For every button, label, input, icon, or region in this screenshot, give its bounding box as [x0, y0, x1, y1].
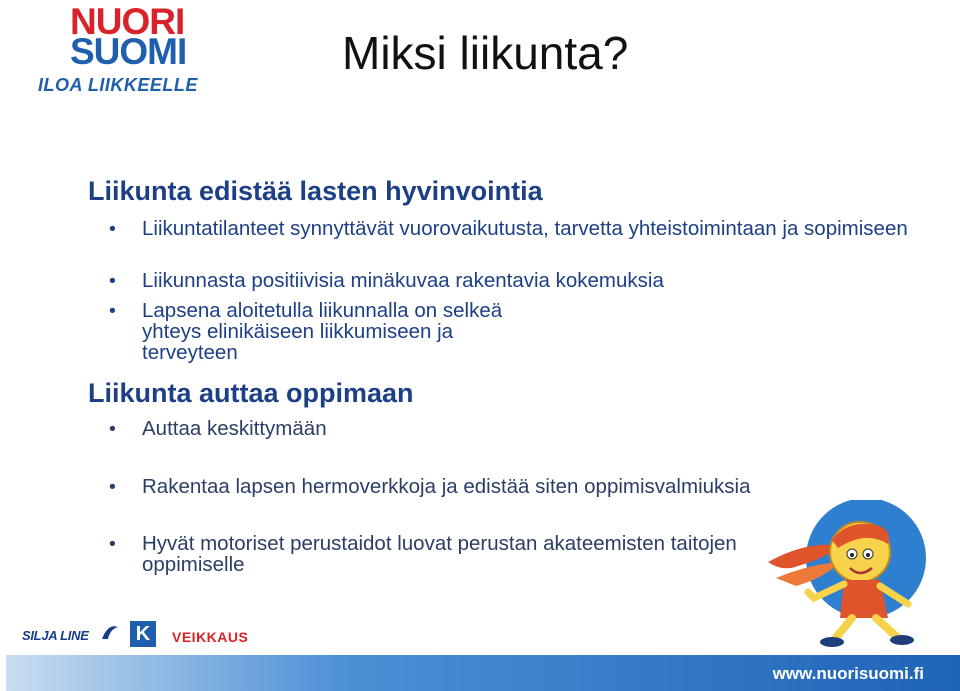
veikkaus-logo: VEIKKAUS — [172, 629, 249, 645]
k-group-logo — [130, 621, 156, 647]
bullet-marker: • — [109, 533, 116, 555]
footer-url[interactable]: www.nuorisuomi.fi — [772, 664, 924, 683]
bullet-marker: • — [109, 270, 116, 292]
seal-icon — [98, 621, 122, 645]
bullet-self-image: Liikunnasta positiivisia minäkuvaa rakentavia kokemuksia — [142, 269, 664, 292]
k-letter: K — [135, 623, 151, 645]
running-child-illustration — [748, 500, 934, 650]
section-heading-learning: Liikunta auttaa oppimaan — [88, 378, 414, 408]
bullet-concentration: Auttaa keskittymään — [142, 417, 327, 440]
bullet-lifelong-exercise: Lapsena aloitetulla liikunnalla on selkeä yhteys elinikäiseen liikkumiseen ja terveyteen — [142, 299, 503, 364]
nuori-suomi-logo — [38, 1, 238, 96]
logo-line-2: SUOMI — [70, 31, 187, 72]
footer-bar — [6, 655, 960, 691]
logo-tagline: ILOA LIIKKEELLE — [38, 75, 198, 95]
silja-line-logo: SILJA LINE — [22, 628, 89, 643]
logo-line-1: NUORI — [70, 1, 185, 42]
bullet-motor-skills: Hyvät motoriset perustaidot luovat perustan akateemisten taitojen oppimiselle — [142, 532, 737, 576]
bullet-marker: • — [109, 218, 116, 240]
sponsor-logos — [22, 617, 282, 651]
bullet-interaction: Liikuntatilanteet synnyttävät vuorovaikutusta, tarvetta yhteistoimintaan ja sopimiseen — [142, 217, 908, 240]
bullet-marker: • — [109, 418, 116, 440]
section-heading-wellbeing: Liikunta edistää lasten hyvinvointia — [88, 176, 543, 206]
bullet-marker: • — [109, 300, 116, 322]
slide-title: Miksi liikunta? — [342, 27, 629, 79]
bullet-neural-networks: Rakentaa lapsen hermoverkkoja ja edistää siten oppimisvalmiuksia — [142, 475, 751, 498]
bullet-marker: • — [109, 476, 116, 498]
